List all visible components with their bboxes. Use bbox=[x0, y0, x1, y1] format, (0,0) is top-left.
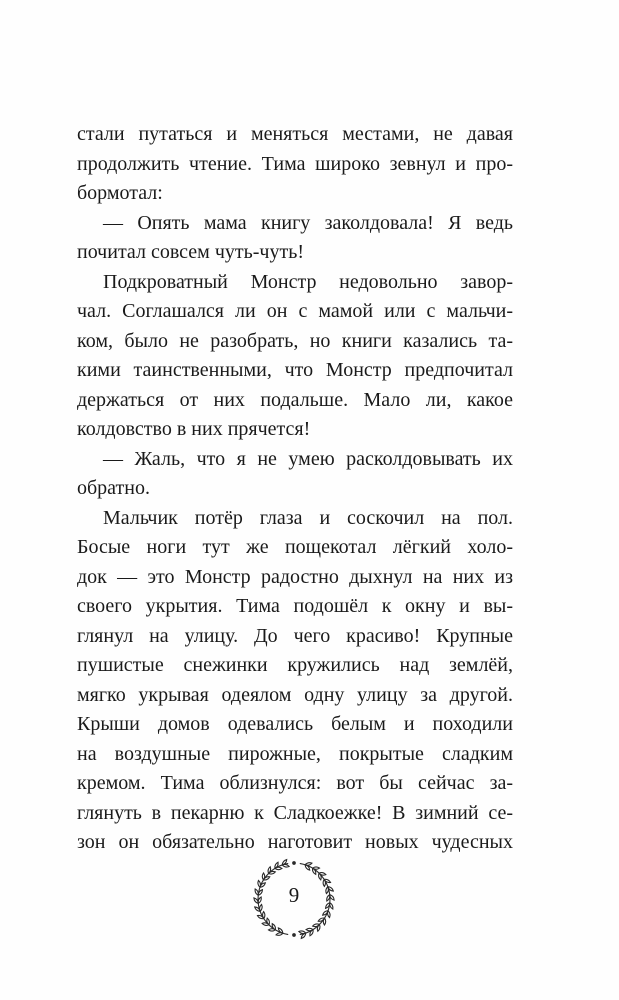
text-line: док — это Монстр радостно дыхнул на них из bbox=[77, 565, 513, 588]
text-line: Босые ноги тут же пощекотал лёгкий холо- bbox=[77, 536, 513, 558]
text-line: кремом. Тима облизнулся: вот бы сейчас за- bbox=[77, 772, 513, 794]
wreath-leaf bbox=[328, 911, 331, 918]
text-line: чал. Соглашался ли он с мамой или с мальчи- bbox=[77, 300, 513, 322]
wreath-leaf bbox=[276, 933, 283, 936]
text-paragraph bbox=[77, 268, 513, 445]
text-line: зон он обязательно наготовит новых чудесных bbox=[77, 831, 513, 853]
text-line: Мальчик потёр глаза и соскочил на пол. bbox=[103, 506, 513, 529]
wreath-leaf bbox=[262, 873, 264, 880]
page-number-ornament bbox=[248, 853, 340, 945]
text-line: — Опять мама книгу заколдовала! Я ведь bbox=[103, 211, 513, 234]
text-paragraph bbox=[77, 120, 513, 209]
text-line: на воздушные пирожные, покрытые сладким bbox=[77, 742, 513, 765]
text-line: Подкроватный Монстр недовольно завор- bbox=[103, 270, 513, 293]
text-line: — Жаль, что я не умею расколдовывать их bbox=[103, 447, 513, 470]
wreath-leaf bbox=[313, 867, 320, 869]
text-line: глянул на улицу. До чего красиво! Крупные bbox=[77, 624, 513, 647]
text-line: стали путаться и меняться местами, не давая bbox=[77, 123, 513, 145]
wreath-berry bbox=[293, 862, 296, 865]
text-line: своего укрытия. Тима подошёл к окну и вы- bbox=[77, 595, 513, 617]
wreath-leaf bbox=[323, 918, 325, 925]
page-number: 9 bbox=[288, 883, 300, 907]
wreath-leaf bbox=[305, 863, 312, 866]
text-line: Крыши домов одевались белым и походили bbox=[77, 713, 513, 735]
text-line: кими таинственными, что Монстр предпочитал bbox=[77, 359, 513, 381]
text-line: мягко укрывая одеялом одну улицу за другой. bbox=[77, 683, 513, 706]
text-line: бормотал: bbox=[77, 182, 163, 204]
text-line: колдовство в них прячется! bbox=[77, 418, 311, 440]
text-line: глянуть в пекарню к Сладкоежке! В зимний се- bbox=[77, 801, 513, 824]
dialogue-paragraph bbox=[77, 445, 513, 504]
text-line: держаться от них подальше. Мало ли, какое bbox=[77, 388, 513, 411]
wreath-leaf bbox=[268, 929, 275, 931]
text-line: продолжить чтение. Тима широко зевнул и про- bbox=[77, 152, 513, 175]
text-paragraph bbox=[77, 504, 513, 858]
wreath-berry bbox=[293, 934, 296, 937]
text-line: обратно. bbox=[77, 477, 150, 499]
text-line: почитал совсем чуть-чуть! bbox=[77, 241, 304, 263]
text-line: пушистые снежинки кружились над землёй, bbox=[77, 654, 513, 676]
dialogue-paragraph bbox=[77, 209, 513, 268]
body-text bbox=[77, 120, 513, 858]
text-line: ком, было не разобрать, но книги казались та- bbox=[77, 329, 513, 352]
